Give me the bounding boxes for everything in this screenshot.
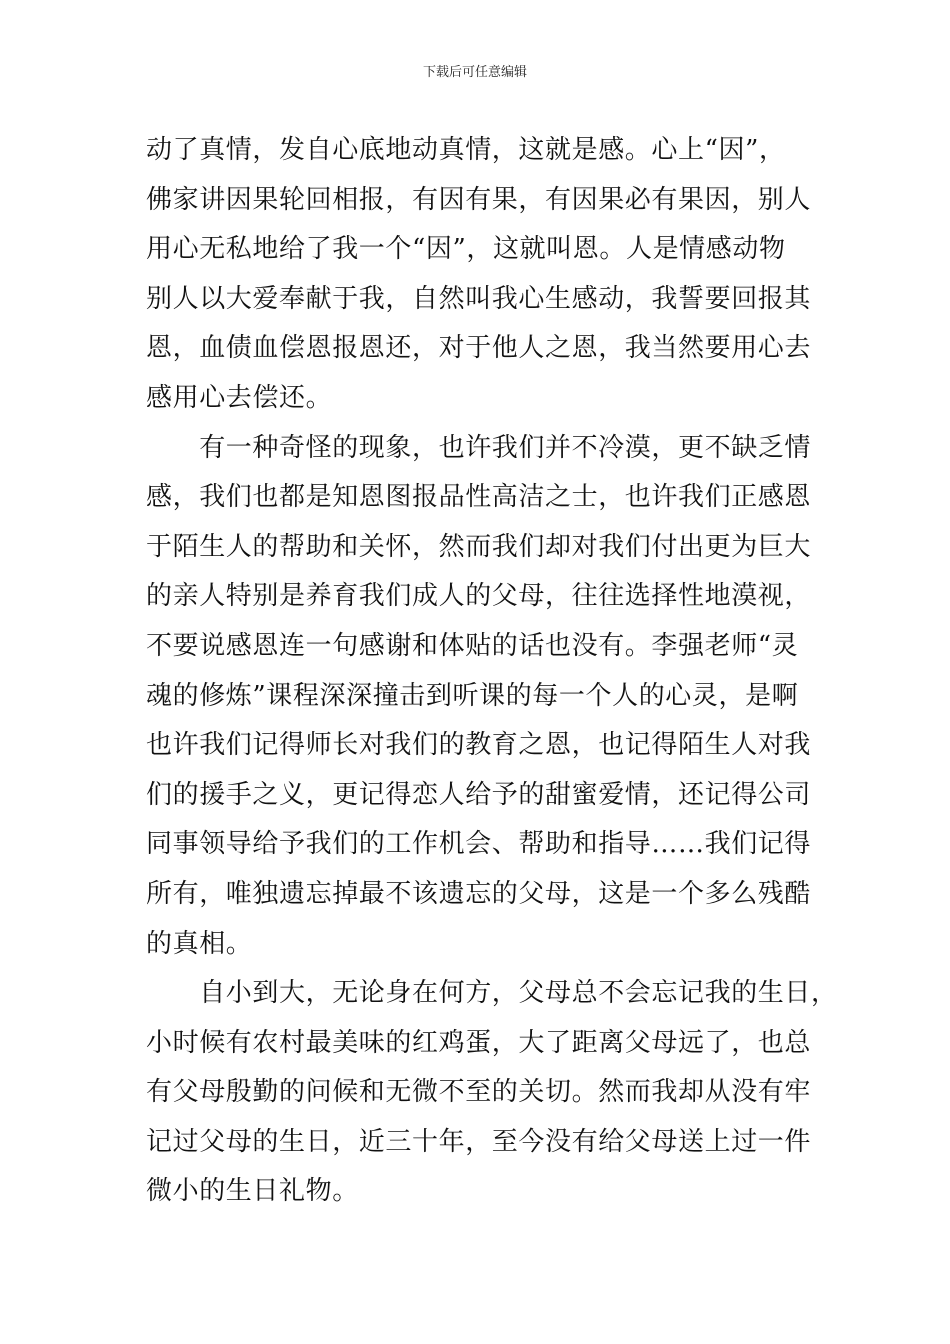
- text-line: 小时候有农村最美味的红鸡蛋，大了距离父母远了，也总: [146, 1027, 812, 1058]
- text-line: 佛家讲因果轮回相报，有因有果，有因果必有果因，别人: [146, 184, 812, 215]
- text-line: 用心无私地给了我一个“因”，这就叫恩。人是情感动物: [146, 234, 786, 265]
- page-header: 下载后可任意编辑: [422, 65, 527, 80]
- paragraph-2: [146, 424, 812, 970]
- text-line: 有一种奇怪的现象，也许我们并不冷漠，更不缺乏情: [146, 432, 812, 463]
- text-line: 的亲人特别是养育我们成人的父母，往往选择性地漠视，: [146, 581, 812, 612]
- text-line: 动了真情，发自心底地动真情，这就是感。心上“因”，: [146, 135, 786, 165]
- text-line: 有父母殷勤的问候和无微不至的关切。然而我却从没有牢: [146, 1077, 812, 1108]
- paragraph-3: [146, 969, 838, 1217]
- paragraph-1: [146, 126, 812, 424]
- text-line: 所有，唯独遗忘掉最不该遗忘的父母，这是一个多么残酷: [146, 878, 812, 909]
- text-line: 同事领导给予我们的工作机会、帮助和指导……我们记得: [146, 829, 812, 860]
- text-line: 魂的修炼”课程深深撞击到听课的每一个人的心灵，是啊: [146, 680, 799, 711]
- text-line: 也许我们记得师长对我们的教育之恩，也记得陌生人对我: [146, 730, 812, 761]
- text-line: 的真相。: [146, 928, 253, 959]
- text-line: 恩，血债血偿恩报恩还，对于他人之恩，我当然要用心去: [146, 333, 812, 364]
- text-line: 自小到大，无论身在何方，父母总不会忘记我的生日，: [146, 978, 838, 1009]
- text-line: 微小的生日礼物。: [146, 1176, 359, 1207]
- text-line: 们的援手之义，更记得恋人给予的甜蜜爱情，还记得公司: [146, 779, 812, 810]
- text-line: 别人以大爱奉献于我，自然叫我心生感动，我誓要回报其: [146, 283, 812, 314]
- text-line: 记过父母的生日，近三十年，至今没有给父母送上过一件: [146, 1126, 812, 1157]
- document-body: [146, 126, 838, 1217]
- text-line: 于陌生人的帮助和关怀，然而我们却对我们付出更为巨大: [146, 531, 812, 562]
- text-line: 不要说感恩连一句感谢和体贴的话也没有。李强老师“灵: [146, 630, 799, 661]
- text-line: 感，我们也都是知恩图报品性高洁之士，也许我们正感恩: [146, 482, 812, 513]
- text-line: 感用心去偿还。: [146, 382, 333, 413]
